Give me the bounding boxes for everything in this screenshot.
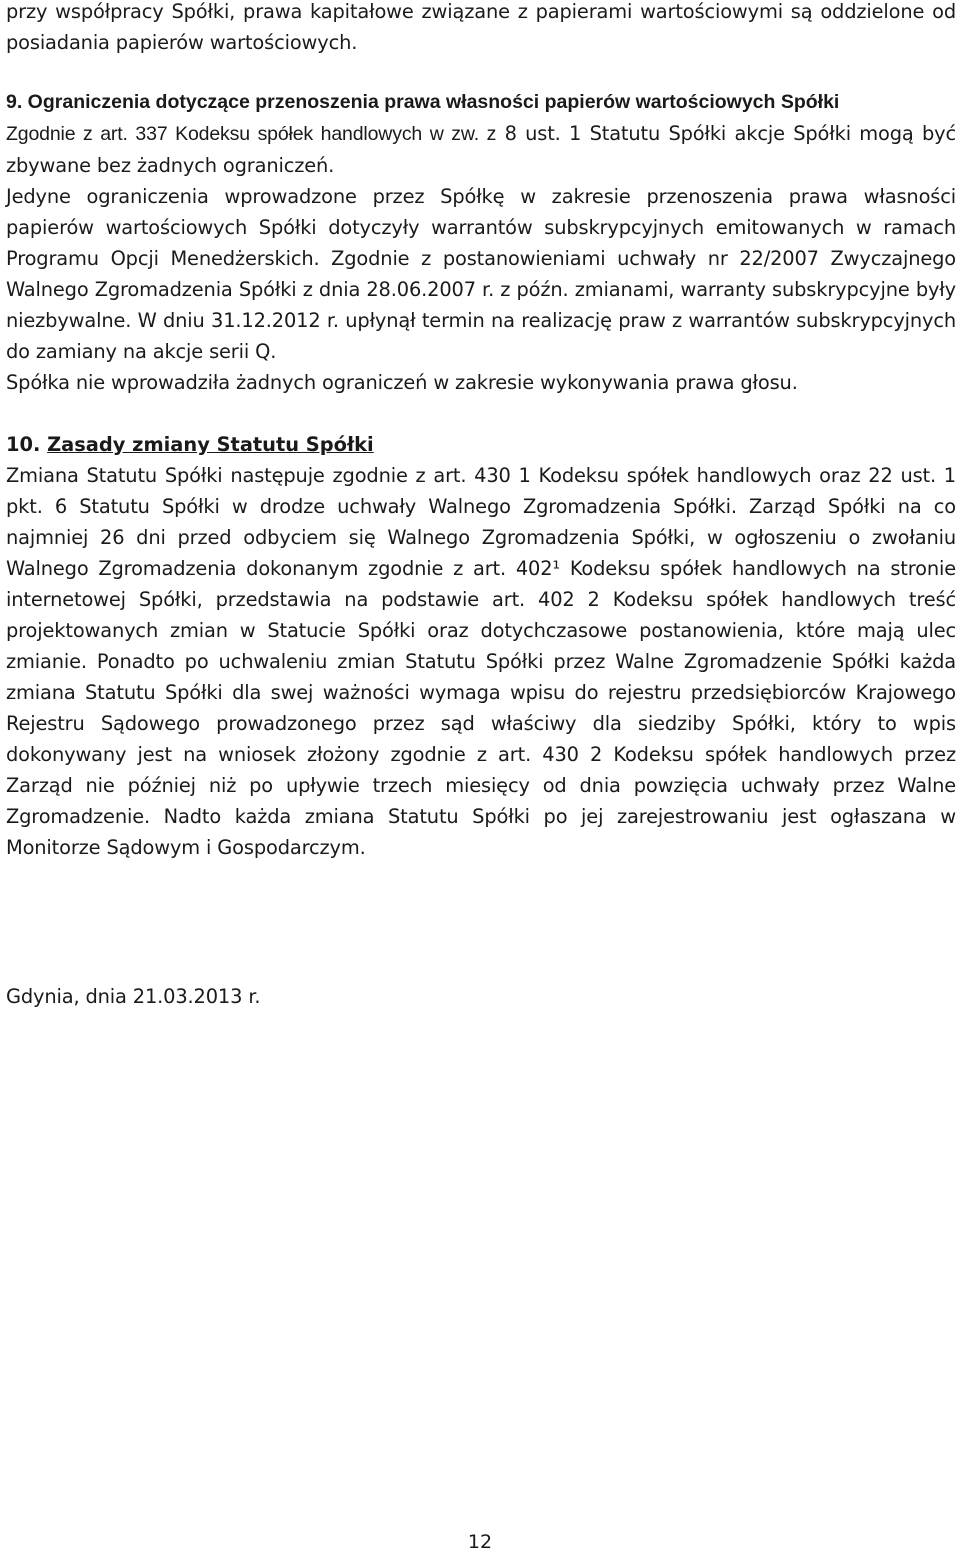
intro-paragraph: przy współpracy Spółki, prawa kapitałowe związane z papierami wartościowymi są oddzielone od posiadania papierów wartościowych. [6,0,956,54]
spacer [6,398,956,429]
section-9-paragraph-1-rest: 8 ust. 1 Statutu Spółki akcje Spółki mogą być zbywane bez żadnych ograniczeń. [6,122,956,177]
spacer [6,58,956,87]
section-9-heading: 9. Ograniczenia dotyczące przenoszenia prawa własności papierów wartościowych Spółki [6,91,840,113]
spacer [6,863,956,981]
section-10-heading [6,429,956,460]
section-9-paragraph-1-start: Zgodnie z art. 337 Kodeksu spółek handlowych w zw. z [6,123,497,145]
section-10-title: Zasady zmiany Statutu Spółki [47,433,374,456]
section-10-number: 10. [6,433,41,456]
page-number: 12 [467,1531,493,1553]
section-10-body: Zmiana Statutu Spółki następuje zgodnie z art. 430 1 Kodeksu spółek handlowych oraz 22 ust. 1 pkt. 6 Statutu Spółki w drodze uchwały Walnego Zgromadzenia Spółki. Zarząd Spółki na co najmniej 26 dni przed odbyciem się Walnego Zgromadzenia Spółki, w ogłoszeniu o zwołaniu Walnego Zgromadzenia dokonanym zgodnie z art. 402¹ Kodeksu spółek handlowych na stronie internetowej Spółki, przedstawia na podstawie art. 402 2 Kodeksu spółek handlowych treść projektowanych zmian w Statucie Spółki oraz dotychczasowe postanowienia, które mają ulec zmianie. Ponadto po uchwaleniu zmian Statutu Spółki przez Walne Zgromadzenie Spółki każda zmiana Statutu Spółki dla swej ważności wymaga wpisu do rejestru przedsiębiorców Krajowego Rejestru Sądowego prowadzonego przez sąd właściwy dla siedziby Spółki, który to wpis dokonywany jest na wniosek złożony zgodnie z art. 430 2 Kodeksu spółek handlowych przez Zarząd nie później niż po upływie trzech miesięcy od dnia powzięcia uchwały przez Walne Zgromadzenie. Nadto każda zmiana Statutu Spółki po jej zarejestrowaniu jest ogłaszana w Monitorze Sądowym i Gospodarczym. [6,464,956,859]
signature-place-date: Gdynia, dnia 21.03.2013 r. [6,985,261,1008]
document-page [6,0,956,1012]
section-9-paragraph-2: Jedyne ograniczenia wprowadzone przez Spółkę w zakresie przenoszenia prawa własności papierów wartościowych Spółki dotyczyły warrantów subskrypcyjnych emitowanych w ramach Programu Opcji Menedżerskich. Zgodnie z postanowieniami uchwały nr 22/2007 Zwyczajnego Walnego Zgromadzenia Spółki z dnia 28.06.2007 r. z późn. zmianami, warranty subskrypcyjne były niezbywalne. W dniu 31.12.2012 r. upłynął termin na realizację praw z warrantów subskrypcyjnych do zamiany na akcje serii Q. [6,185,956,363]
section-9-paragraph-3: Spółka nie wprowadziła żadnych ograniczeń w zakresie wykonywania prawa głosu. [6,371,798,394]
section-9-paragraph-1 [6,118,956,181]
